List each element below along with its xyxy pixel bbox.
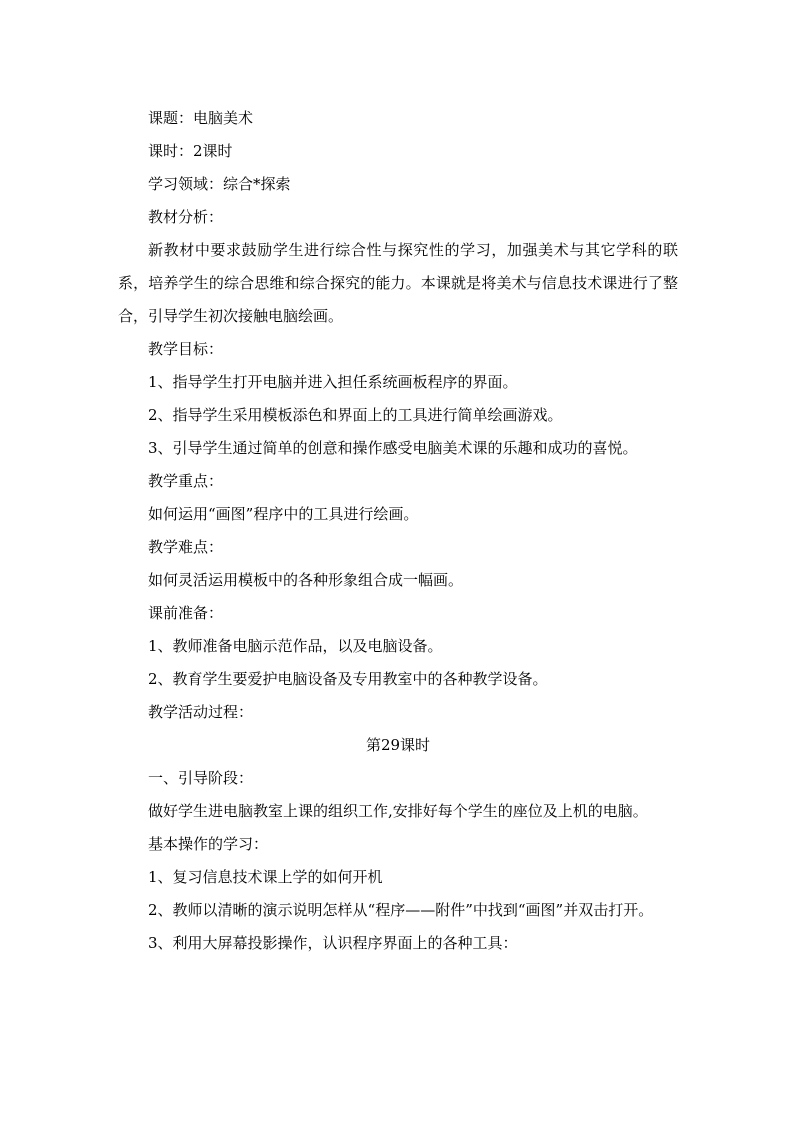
step-item: 1、复习信息技术课上学的如何开机 [148, 868, 383, 886]
stage-heading: 一、引导阶段： [148, 769, 254, 787]
objective-item: 1、指导学生打开电脑并进入担任系统画板程序的界面。 [148, 373, 518, 391]
objectives-heading: 教学目标： [148, 340, 224, 358]
step-item: 2、教师以清晰的演示说明怎样从“程序——附件”中找到“画图”并双击打开。 [148, 901, 654, 919]
difficulty-heading: 教学难点： [148, 538, 224, 556]
learning-domain: 学习领域：综合*探索 [148, 175, 291, 193]
step-item: 3、利用大屏幕投影操作，认识程序界面上的各种工具： [148, 934, 518, 952]
objective-item: 2、指导学生采用模板添色和界面上的工具进行简单绘画游戏。 [148, 406, 563, 424]
preparation-item: 1、教师准备电脑示范作品，以及电脑设备。 [148, 637, 443, 655]
key-point-text: 如何运用“画图”程序中的工具进行绘画。 [148, 505, 419, 523]
objective-item: 3、引导学生通过简单的创意和操作感受电脑美术课的乐趣和成功的喜悦。 [148, 439, 638, 457]
lesson-topic: 课题：电脑美术 [148, 109, 254, 127]
basic-operations-heading: 基本操作的学习： [148, 835, 269, 853]
key-point-heading: 教学重点： [148, 472, 224, 490]
preparation-item: 2、教育学生要爱护电脑设备及专用教室中的各种教学设备。 [148, 670, 548, 688]
preparation-heading: 课前准备： [148, 604, 224, 622]
process-heading: 教学活动过程： [148, 703, 254, 721]
document-body [118, 102, 678, 960]
difficulty-text: 如何灵活运用模板中的各种形象组合成一幅画。 [148, 571, 464, 589]
lesson-title: 第29课时 [365, 736, 431, 754]
stage-paragraph: 做好学生进电脑教室上课的组织工作,安排好每个学生的座位及上机的电脑。 [148, 802, 648, 820]
material-analysis-heading: 教材分析： [148, 208, 224, 226]
lesson-hours: 课时：2课时 [148, 142, 233, 160]
material-analysis-paragraph: 新教材中要求鼓励学生进行综合性与探究性的学习，加强美术与其它学科的联系，培养学生的综合思维和综合探究的能力。本课就是将美术与信息技术课进行了整合，引导学生初次接触电脑绘画。 [118, 241, 678, 325]
